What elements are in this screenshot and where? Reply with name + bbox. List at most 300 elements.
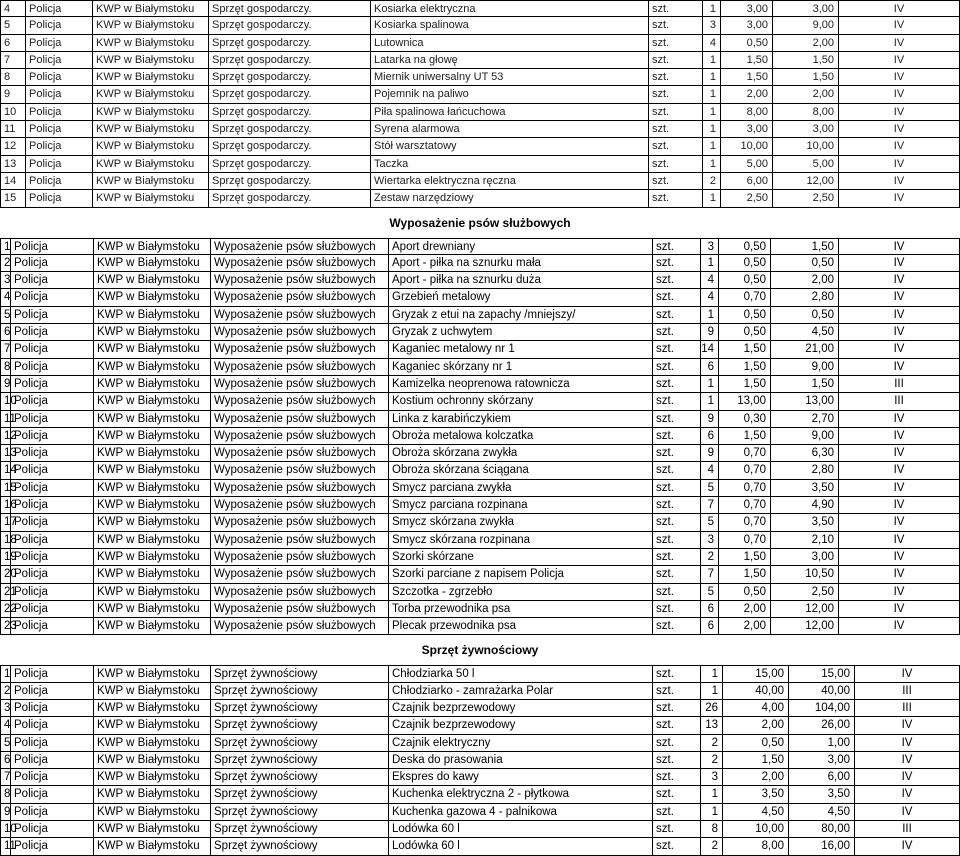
table-row — [0, 566, 960, 583]
table-row — [0, 514, 960, 531]
cell-unit: KWP w Białymstoku — [93, 821, 210, 837]
cell-quantity: 9 — [700, 411, 718, 427]
cell-category: Sprzęt żywnościowy — [210, 838, 388, 854]
cell-category: Wyposażenie psów służbowych — [210, 359, 388, 375]
table-row — [0, 838, 960, 855]
cell-group: IV — [838, 17, 960, 33]
cell-quantity: 26 — [700, 700, 722, 716]
cell-unit-measure: szt. — [652, 272, 700, 288]
cell-item-name: Lodówka 60 l — [388, 838, 652, 854]
cell-unit-measure: szt. — [652, 532, 700, 548]
cell-unit: KWP w Białymstoku — [93, 838, 210, 854]
cell-lp: 16 — [0, 497, 10, 513]
cell-owner: Policja — [10, 752, 93, 768]
cell-quantity: 6 — [700, 428, 718, 444]
cell-unit-measure: szt. — [652, 769, 700, 785]
cell-unit-price: 0,50 — [718, 307, 770, 323]
cell-owner: Policja — [10, 549, 93, 565]
cell-unit-measure: szt. — [652, 717, 700, 733]
cell-unit-price: 3,00 — [720, 17, 772, 33]
cell-unit-price: 1,50 — [718, 428, 770, 444]
cell-owner: Policja — [10, 683, 93, 699]
cell-lp: 2 — [0, 255, 10, 271]
cell-group: IV — [838, 532, 960, 548]
cell-quantity: 1 — [700, 786, 722, 802]
cell-group: III — [838, 393, 960, 409]
cell-category: Sprzęt gospodarczy. — [208, 121, 370, 137]
cell-unit-measure: szt. — [652, 428, 700, 444]
cell-quantity: 1 — [702, 52, 720, 68]
cell-category: Sprzęt żywnościowy — [210, 769, 388, 785]
cell-group: IV — [838, 52, 960, 68]
cell-owner: Policja — [10, 717, 93, 733]
cell-item-name: Lodówka 60 l — [388, 821, 652, 837]
cell-total: 13,00 — [770, 393, 838, 409]
cell-category: Wyposażenie psów służbowych — [210, 514, 388, 530]
cell-unit-measure: szt. — [648, 190, 702, 206]
cell-unit-price: 8,00 — [722, 838, 788, 854]
cell-item-name: Wiertarka elektryczna ręczna — [370, 173, 648, 189]
cell-category: Wyposażenie psów służbowych — [210, 307, 388, 323]
cell-unit: KWP w Białymstoku — [93, 497, 210, 513]
cell-unit: KWP w Białymstoku — [93, 618, 210, 634]
cell-item-name: Gryzak z etui na zapachy /mniejszy/ — [388, 307, 652, 323]
table-row — [0, 700, 960, 717]
cell-unit-price: 0,50 — [720, 35, 772, 51]
cell-unit: KWP w Białymstoku — [93, 359, 210, 375]
cell-unit-price: 0,70 — [718, 514, 770, 530]
cell-owner: Policja — [10, 786, 93, 802]
cell-category: Sprzęt żywnościowy — [210, 735, 388, 751]
cell-total: 12,00 — [770, 601, 838, 617]
cell-total: 12,00 — [770, 618, 838, 634]
cell-unit-price: 0,50 — [718, 239, 770, 254]
cell-unit: KWP w Białymstoku — [93, 428, 210, 444]
cell-category: Wyposażenie psów służbowych — [210, 480, 388, 496]
cell-unit-measure: szt. — [652, 497, 700, 513]
cell-owner: Policja — [10, 239, 93, 254]
cell-owner: Policja — [25, 69, 92, 85]
cell-unit: KWP w Białymstoku — [92, 190, 208, 206]
cell-owner: Policja — [25, 35, 92, 51]
cell-total: 9,00 — [772, 17, 838, 33]
cell-category: Sprzęt gospodarczy. — [208, 69, 370, 85]
cell-unit-price: 1,50 — [718, 549, 770, 565]
cell-unit-price: 10,00 — [722, 821, 788, 837]
cell-lp: 15 — [0, 190, 25, 206]
cell-unit: KWP w Białymstoku — [93, 324, 210, 340]
cell-item-name: Pojemnik na paliwo — [370, 86, 648, 102]
cell-total: 2,00 — [772, 35, 838, 51]
cell-total: 15,00 — [788, 666, 854, 681]
cell-lp: 11 — [0, 411, 10, 427]
cell-group: IV — [838, 359, 960, 375]
cell-owner: Policja — [25, 190, 92, 206]
cell-unit-price: 0,70 — [718, 289, 770, 305]
section-title: Wyposażenie psów służbowych — [389, 215, 571, 230]
cell-total: 2,50 — [770, 584, 838, 600]
section-3 — [0, 635, 960, 855]
cell-quantity: 9 — [700, 324, 718, 340]
cell-lp: 5 — [0, 735, 10, 751]
cell-category: Wyposażenie psów służbowych — [210, 532, 388, 548]
cell-lp: 4 — [0, 289, 10, 305]
cell-lp: 7 — [0, 341, 10, 357]
cell-item-name: Kuchenka gazowa 4 - palnikowa — [388, 804, 652, 820]
cell-total: 2,10 — [770, 532, 838, 548]
cell-group: IV — [838, 239, 960, 254]
cell-quantity: 2 — [702, 173, 720, 189]
cell-unit-price: 2,00 — [718, 618, 770, 634]
cell-group: IV — [838, 341, 960, 357]
table-row — [0, 0, 960, 17]
cell-unit-price: 2,00 — [722, 717, 788, 733]
cell-unit-price: 1,50 — [718, 359, 770, 375]
cell-unit-measure: szt. — [648, 17, 702, 33]
cell-unit-measure: szt. — [648, 121, 702, 137]
cell-unit-measure: szt. — [648, 1, 702, 16]
table-row — [0, 69, 960, 86]
cell-unit-measure: szt. — [652, 239, 700, 254]
cell-lp: 23 — [0, 618, 10, 634]
cell-group: IV — [838, 411, 960, 427]
table-row — [0, 683, 960, 700]
cell-unit-measure: szt. — [652, 601, 700, 617]
cell-unit-measure: szt. — [652, 324, 700, 340]
cell-unit: KWP w Białymstoku — [93, 717, 210, 733]
cell-unit: KWP w Białymstoku — [92, 52, 208, 68]
cell-unit: KWP w Białymstoku — [93, 411, 210, 427]
cell-unit: KWP w Białymstoku — [92, 121, 208, 137]
cell-unit-price: 3,50 — [722, 786, 788, 802]
section-2 — [0, 208, 960, 636]
cell-category: Sprzęt gospodarczy. — [208, 104, 370, 120]
cell-lp: 4 — [0, 1, 25, 16]
cell-category: Sprzęt gospodarczy. — [208, 1, 370, 16]
cell-total: 3,00 — [772, 1, 838, 16]
cell-group: III — [854, 683, 960, 699]
cell-total: 1,50 — [772, 52, 838, 68]
cell-group: IV — [838, 497, 960, 513]
cell-group: III — [854, 700, 960, 716]
cell-total: 3,50 — [770, 480, 838, 496]
cell-unit-measure: szt. — [652, 393, 700, 409]
cell-category: Wyposażenie psów służbowych — [210, 445, 388, 461]
cell-unit-measure: szt. — [648, 156, 702, 172]
cell-lp: 12 — [0, 138, 25, 154]
cell-item-name: Smycz parciana rozpinana — [388, 497, 652, 513]
cell-lp: 9 — [0, 804, 10, 820]
cell-item-name: Kamizelka neoprenowa ratownicza — [388, 376, 652, 392]
cell-lp: 19 — [0, 549, 10, 565]
cell-unit: KWP w Białymstoku — [93, 549, 210, 565]
cell-lp: 11 — [0, 121, 25, 137]
cell-unit-measure: szt. — [652, 683, 700, 699]
cell-item-name: Linka z karabińczykiem — [388, 411, 652, 427]
cell-owner: Policja — [10, 289, 93, 305]
cell-group: IV — [838, 584, 960, 600]
cell-quantity: 5 — [700, 584, 718, 600]
cell-owner: Policja — [10, 324, 93, 340]
cell-total: 2,80 — [770, 462, 838, 478]
cell-quantity: 7 — [700, 566, 718, 582]
cell-unit: KWP w Białymstoku — [93, 601, 210, 617]
cell-quantity: 2 — [700, 735, 722, 751]
cell-unit: KWP w Białymstoku — [93, 769, 210, 785]
cell-item-name: Ekspres do kawy — [388, 769, 652, 785]
cell-total: 3,50 — [770, 514, 838, 530]
cell-unit-price: 6,00 — [720, 173, 772, 189]
cell-unit-measure: szt. — [652, 307, 700, 323]
cell-category: Sprzęt gospodarczy. — [208, 190, 370, 206]
cell-owner: Policja — [25, 52, 92, 68]
cell-unit-measure: szt. — [652, 359, 700, 375]
cell-item-name: Szczotka - zgrzebło — [388, 584, 652, 600]
cell-lp: 6 — [0, 752, 10, 768]
cell-total: 3,00 — [770, 549, 838, 565]
cell-unit-price: 1,50 — [718, 376, 770, 392]
cell-owner: Policja — [10, 700, 93, 716]
cell-unit: KWP w Białymstoku — [93, 514, 210, 530]
cell-total: 8,00 — [772, 104, 838, 120]
cell-item-name: Plecak przewodnika psa — [388, 618, 652, 634]
cell-owner: Policja — [10, 307, 93, 323]
cell-category: Wyposażenie psów służbowych — [210, 324, 388, 340]
cell-item-name: Chłodziarka 50 l — [388, 666, 652, 681]
cell-unit-price: 3,00 — [720, 1, 772, 16]
cell-owner: Policja — [10, 497, 93, 513]
table-row — [0, 549, 960, 566]
cell-category: Sprzęt gospodarczy. — [208, 138, 370, 154]
cell-unit-measure: szt. — [648, 69, 702, 85]
cell-group: IV — [838, 445, 960, 461]
cell-group: IV — [838, 255, 960, 271]
cell-category: Wyposażenie psów służbowych — [210, 584, 388, 600]
cell-total: 2,50 — [772, 190, 838, 206]
table-row — [0, 138, 960, 155]
section-1 — [0, 0, 960, 208]
table-row — [0, 804, 960, 821]
cell-unit: KWP w Białymstoku — [93, 462, 210, 478]
cell-unit-price: 4,00 — [722, 700, 788, 716]
cell-group: IV — [838, 428, 960, 444]
cell-unit-measure: szt. — [648, 138, 702, 154]
cell-unit-measure: szt. — [652, 700, 700, 716]
cell-unit: KWP w Białymstoku — [92, 138, 208, 154]
cell-unit: KWP w Białymstoku — [93, 445, 210, 461]
cell-item-name: Czajnik elektryczny — [388, 735, 652, 751]
table-row — [0, 307, 960, 324]
cell-unit-price: 8,00 — [720, 104, 772, 120]
cell-unit-measure: szt. — [648, 173, 702, 189]
table-row — [0, 289, 960, 306]
cell-owner: Policja — [25, 121, 92, 137]
cell-group: IV — [838, 1, 960, 16]
cell-group: IV — [838, 601, 960, 617]
cell-category: Sprzęt gospodarczy. — [208, 173, 370, 189]
cell-quantity: 1 — [702, 121, 720, 137]
cell-unit-price: 10,00 — [720, 138, 772, 154]
table-row — [0, 121, 960, 138]
cell-total: 2,80 — [770, 289, 838, 305]
cell-quantity: 4 — [700, 462, 718, 478]
cell-lp: 2 — [0, 683, 10, 699]
cell-quantity: 1 — [702, 156, 720, 172]
cell-item-name: Grzebień metalowy — [388, 289, 652, 305]
cell-total: 1,50 — [770, 239, 838, 254]
cell-item-name: Latarka na głowę — [370, 52, 648, 68]
table-row — [0, 618, 960, 635]
cell-category: Wyposażenie psów służbowych — [210, 497, 388, 513]
cell-quantity: 1 — [700, 804, 722, 820]
cell-unit-price: 0,50 — [718, 324, 770, 340]
cell-group: III — [838, 376, 960, 392]
cell-unit-price: 1,50 — [720, 52, 772, 68]
cell-total: 80,00 — [788, 821, 854, 837]
cell-unit: KWP w Białymstoku — [93, 480, 210, 496]
cell-total: 0,50 — [770, 255, 838, 271]
cell-unit-measure: szt. — [648, 52, 702, 68]
cell-item-name: Szorki parciane z napisem Policja — [388, 566, 652, 582]
cell-group: IV — [854, 717, 960, 733]
cell-group: IV — [854, 804, 960, 820]
table-row — [0, 665, 960, 682]
cell-owner: Policja — [10, 769, 93, 785]
cell-unit-price: 0,50 — [722, 735, 788, 751]
cell-lp: 14 — [0, 462, 10, 478]
cell-owner: Policja — [10, 514, 93, 530]
table-row — [0, 255, 960, 272]
cell-owner: Policja — [10, 272, 93, 288]
cell-owner: Policja — [10, 566, 93, 582]
table-row — [0, 769, 960, 786]
table-row — [0, 532, 960, 549]
cell-unit: KWP w Białymstoku — [93, 376, 210, 392]
cell-quantity: 3 — [700, 239, 718, 254]
cell-group: IV — [838, 173, 960, 189]
cell-quantity: 1 — [700, 683, 722, 699]
cell-total: 9,00 — [770, 359, 838, 375]
cell-owner: Policja — [25, 86, 92, 102]
cell-group: IV — [838, 190, 960, 206]
section-title: Sprzęt żywnościowy — [421, 643, 539, 658]
cell-group: IV — [838, 104, 960, 120]
cell-group: IV — [854, 666, 960, 681]
cell-category: Sprzęt gospodarczy. — [208, 35, 370, 51]
cell-unit: KWP w Białymstoku — [92, 69, 208, 85]
cell-quantity: 5 — [700, 480, 718, 496]
table-row — [0, 497, 960, 514]
cell-category: Sprzęt gospodarczy. — [208, 52, 370, 68]
cell-lp: 18 — [0, 532, 10, 548]
cell-item-name: Szorki skórzane — [388, 549, 652, 565]
cell-item-name: Lutownica — [370, 35, 648, 51]
cell-owner: Policja — [10, 601, 93, 617]
cell-unit: KWP w Białymstoku — [93, 566, 210, 582]
cell-unit: KWP w Białymstoku — [93, 532, 210, 548]
cell-group: IV — [838, 121, 960, 137]
table-row — [0, 428, 960, 445]
cell-unit-measure: szt. — [652, 804, 700, 820]
cell-lp: 10 — [0, 393, 10, 409]
cell-unit: KWP w Białymstoku — [93, 786, 210, 802]
table-row — [0, 445, 960, 462]
cell-unit-measure: szt. — [652, 666, 700, 681]
cell-unit: KWP w Białymstoku — [92, 17, 208, 33]
table-row — [0, 156, 960, 173]
cell-item-name: Taczka — [370, 156, 648, 172]
table-row — [0, 324, 960, 341]
cell-quantity: 1 — [700, 307, 718, 323]
cell-unit: KWP w Białymstoku — [93, 255, 210, 271]
cell-unit-price: 0,50 — [718, 584, 770, 600]
cell-quantity: 4 — [702, 35, 720, 51]
cell-group: IV — [838, 480, 960, 496]
cell-unit: KWP w Białymstoku — [93, 307, 210, 323]
cell-category: Wyposażenie psów służbowych — [210, 462, 388, 478]
cell-unit-price: 2,00 — [720, 86, 772, 102]
cell-quantity: 13 — [700, 717, 722, 733]
cell-group: IV — [838, 549, 960, 565]
cell-quantity: 6 — [700, 618, 718, 634]
cell-owner: Policja — [25, 173, 92, 189]
cell-group: IV — [854, 786, 960, 802]
cell-unit-price: 0,50 — [718, 272, 770, 288]
cell-item-name: Kosiarka spalinowa — [370, 17, 648, 33]
cell-unit-price: 0,70 — [718, 445, 770, 461]
cell-unit-measure: szt. — [652, 411, 700, 427]
cell-unit: KWP w Białymstoku — [92, 156, 208, 172]
cell-category: Wyposażenie psów służbowych — [210, 341, 388, 357]
table-row — [0, 104, 960, 121]
cell-category: Wyposażenie psów służbowych — [210, 272, 388, 288]
cell-owner: Policja — [25, 138, 92, 154]
cell-owner: Policja — [10, 428, 93, 444]
cell-group: IV — [854, 752, 960, 768]
cell-category: Sprzęt żywnościowy — [210, 821, 388, 837]
cell-owner: Policja — [10, 445, 93, 461]
cell-item-name: Syrena alarmowa — [370, 121, 648, 137]
table-row — [0, 735, 960, 752]
cell-unit: KWP w Białymstoku — [92, 173, 208, 189]
cell-total: 1,00 — [788, 735, 854, 751]
cell-total: 6,30 — [770, 445, 838, 461]
cell-total: 3,00 — [772, 121, 838, 137]
cell-owner: Policja — [10, 735, 93, 751]
table-row — [0, 752, 960, 769]
cell-lp: 9 — [0, 86, 25, 102]
cell-category: Wyposażenie psów służbowych — [210, 601, 388, 617]
cell-quantity: 2 — [700, 752, 722, 768]
cell-unit-measure: szt. — [652, 821, 700, 837]
cell-quantity: 2 — [700, 549, 718, 565]
cell-unit: KWP w Białymstoku — [93, 752, 210, 768]
cell-owner: Policja — [10, 341, 93, 357]
cell-item-name: Obroża metalowa kolczatka — [388, 428, 652, 444]
table-row — [0, 462, 960, 479]
cell-group: IV — [838, 618, 960, 634]
table-row — [0, 359, 960, 376]
cell-category: Sprzęt gospodarczy. — [208, 17, 370, 33]
cell-owner: Policja — [10, 584, 93, 600]
cell-owner: Policja — [10, 393, 93, 409]
cell-category: Wyposażenie psów służbowych — [210, 255, 388, 271]
table-row — [0, 17, 960, 34]
cell-quantity: 1 — [700, 255, 718, 271]
cell-unit: KWP w Białymstoku — [93, 341, 210, 357]
cell-owner: Policja — [10, 462, 93, 478]
cell-total: 16,00 — [788, 838, 854, 854]
